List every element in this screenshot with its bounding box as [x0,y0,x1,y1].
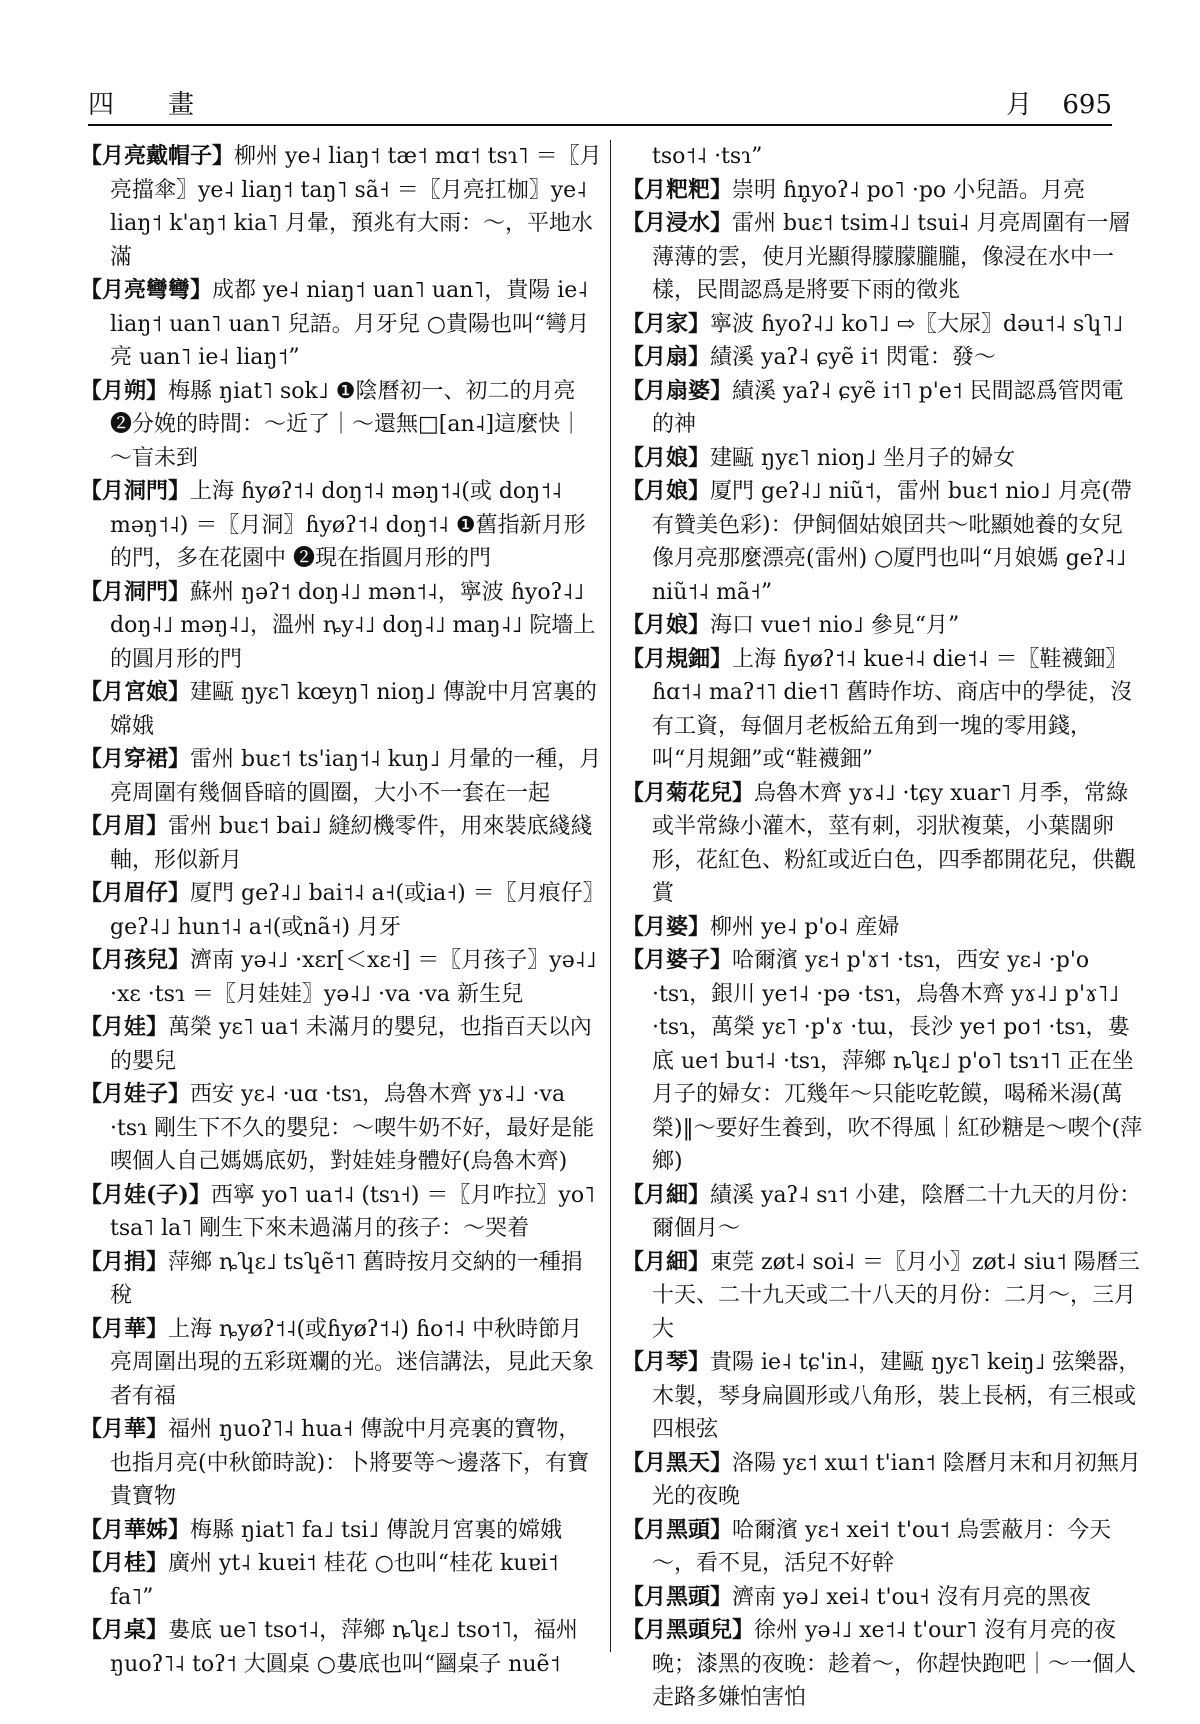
entry-definition: 上海 ȵyøʔ˦˨(或ɦyøʔ˦˨) ɦo˦˨ 中秋時節月亮周圍出現的五彩斑斕的光。迷信講法，見此天象者有福 [110,1316,595,1409]
header-character: 月 [1006,90,1033,120]
dictionary-entry [622,1447,1144,1514]
entry-definition: 厦門 geʔ˨˩ bai˦˨ a˧(或ia˧) ＝〖月痕仔〗geʔ˨˩ hun˦˨ a˧(或nã˧) 月牙 [110,881,594,940]
entry-definition: 徐州 yə˨˩ xe˦˨ t'our˥ 沒有月亮的夜晚；漆黑的夜晚：趁着～，你趕快跑吧｜～一個人走路多嫌怕害怕 [652,1618,1137,1710]
entry-definition: 萍鄉 ȵʮɛ˩ tsʮẽ˦˥ 舊時按月交納的一種捐稅 [110,1249,583,1308]
entry-definition: 濟南 yə˨˩ ·xɛr[＜xɛ˧] ＝〖月孩子〗yə˨˩ ·xɛ ·tsɿ ＝〖月娃娃〗yə˨˩ ·va ·va 新生兒 [110,948,597,1007]
entry-definition: 福州 ŋuoʔ˥˨ hua˧ 傳說中月亮裏的寶物，也指月亮(中秋節時說)：卜將要等～邊落下，有寶貴寶物 [110,1417,590,1509]
page-number: 695 [1062,90,1112,120]
entry-definition: 廣州 yt˨ kuɐi˦ 桂花 ○也叫“桂花 kuɐi˦ fa˥” [110,1551,559,1610]
page-info [984,84,1112,121]
entry-headword: 【月娘】 [622,612,711,638]
dictionary-entry [80,375,602,476]
entry-headword: 【月琴】 [622,1349,711,1375]
entry-headword: 【月穿裙】 [80,746,191,772]
dictionary-entry [80,140,602,274]
dictionary-entry [80,1547,602,1614]
entry-definition: 上海 ɦyøʔ˦˨ doŋ˦˨ məŋ˦˨(或 doŋ˦˨ məŋ˦˨) ＝〖月洞〗ɦyøʔ˦˨ doŋ˦˨ ❶舊指新月形的門，多在花園中 ❷現在指圓月形的門 [110,479,586,571]
dictionary-entry [80,1614,602,1681]
entry-headword: 【月華】 [80,1416,169,1442]
dictionary-entry [80,274,602,375]
entry-definition: 東莞 zøt˨ soi˨ ＝〖月小〗zøt˨ siu˦ 陽曆三十天、二十九天或二十八天的月份：二月～，三月大 [652,1249,1140,1342]
entry-definition: 烏魯木齊 yɤ˨˩ ·tɕy xuar˥ 月季，常綠或半常綠小灌木，莖有刺，羽狀複葉，小葉闊卵形，花紅色、粉紅或近白色，四季都開花兒，供觀賞 [652,780,1137,906]
entry-headword: 【月娃子】 [80,1081,191,1107]
entry-definition: 雷州 buɛ˦ tsim˨˩ tsui˨ 月亮周圍有一層薄薄的雲，使月光顯得朦朦朧朧，像浸在水中一樣，民間認爲是將要下雨的徵兆 [652,211,1131,303]
column-divider [610,140,611,1652]
header-rule [88,124,1112,126]
entry-headword: 【月洞門】 [80,478,191,504]
dictionary-entry [622,475,1144,609]
entry-definition: 績溪 yaʔ˨ ɕyẽ i˦˥ p'e˦ 民間認爲管閃電的神 [652,378,1124,437]
right-column [622,140,1144,1715]
dictionary-entry [80,1011,602,1078]
entry-headword: 【月浸水】 [622,210,733,236]
entry-headword: 【月婆子】 [622,947,733,973]
entry-definition: 西寧 yo˥ ua˦˨ (tsɿ˧) ＝〖月咋拉〗yo˥ tsa˥ la˥ 剛生下來未過滿月的孩子：～哭着 [110,1182,595,1241]
entry-headword: 【月娃(子)】 [80,1181,211,1208]
dictionary-entry [622,777,1144,911]
entry-headword: 【月眉】 [80,813,169,839]
dictionary-entry [80,743,602,810]
dictionary-entry [80,1246,602,1313]
entry-definition: 柳州 ye˨ liaŋ˦ tæ˦ mɑ˦ tsɿ˥ ＝〖月亮擋傘〗ye˨ liaŋ˦ taŋ˥ sã˧ ＝〖月亮扛枷〗ye˨ liaŋ˦ k'aŋ˦ kia˥ 月暈，預兆有大雨：～，平地水滿 [110,144,602,270]
dictionary-entry [80,1514,602,1548]
entry-headword: 【月家】 [622,310,711,337]
entry-headword: 【月黑頭兒】 [622,1617,755,1643]
dictionary-entry [80,576,602,677]
dictionary-entry [622,1581,1144,1615]
entry-definition: 萬榮 yɛ˥ ua˦ 未滿月的嬰兒，也指百天以內的嬰兒 [110,1015,592,1074]
page-header [88,84,1112,118]
entry-headword: 【月桌】 [80,1617,169,1643]
dictionary-entry [622,609,1144,643]
dictionary-entry [622,140,1144,174]
entry-headword: 【月扇】 [622,344,711,370]
entry-headword: 【月娘】 [622,444,711,471]
entry-headword: 【月洞門】 [80,578,191,605]
dictionary-entry [80,1313,602,1414]
entry-definition: 上海 ɦyøʔ˦˨ kue˧˨ die˦˨ ＝〖鞋襪鈿〗ɦɑ˦˨ maʔ˦˥ die˦˥ 舊時作坊、商店中的學徒，沒有工資，每個月老板給五角到一塊的零用錢，叫“月規鈿”或“鞋襪鈿” [652,646,1133,772]
dictionary-entry [80,810,602,877]
entry-headword: 【月粑粑】 [622,176,733,203]
dictionary-entry [622,1246,1144,1347]
dictionary-entry [622,944,1144,1179]
entry-headword: 【月娃】 [80,1014,169,1040]
entry-headword: 【月朔】 [80,377,169,404]
dictionary-entry [80,944,602,1011]
dictionary-entry [622,1346,1144,1447]
dictionary-entry [622,911,1144,945]
entry-headword: 【月細】 [622,1181,711,1208]
entry-definition: 西安 yɛ˨ ·uɑ ·tsɿ，烏魯木齊 yɤ˨˩ ·va ·tsɿ 剛生下不久的嬰兒：～喫牛奶不好，最好是能喫個人自己媽媽底奶，對娃娃身體好(烏魯木齊) [110,1082,595,1174]
entry-headword: 【月孩兒】 [80,947,191,973]
entry-definition: 洛陽 yɛ˦ xɯ˦ t'ian˦ 陰曆月末和月初無月光的夜晚 [652,1450,1141,1509]
dictionary-entry [622,375,1144,442]
entry-headword: 【月娘】 [622,478,711,504]
entry-headword: 【月扇婆】 [622,377,733,404]
entry-definition: 海口 vue˦ nio˩ 參見“月” [710,613,960,638]
entry-definition: tso˦˨ ·tsɿ” [652,144,763,169]
entry-headword: 【月黑頭】 [622,1516,733,1543]
dictionary-entry [622,1614,1144,1715]
left-column [80,140,602,1681]
section-title: 四 畫 [88,90,209,120]
dictionary-entry [80,676,602,743]
entry-headword: 【月桂】 [80,1550,169,1576]
dictionary-entry [622,1514,1144,1581]
dictionary-entry [80,1078,602,1179]
entry-definition: 建甌 ŋyɛ˥ nioŋ˩ 坐月子的婦女 [710,445,1016,471]
dictionary-entry [80,1413,602,1514]
entry-headword: 【月亮戴帽子】 [80,143,235,169]
entry-headword: 【月婆】 [622,913,711,940]
dictionary-entry [80,877,602,944]
entry-headword: 【月捐】 [80,1248,169,1275]
dictionary-entry [622,207,1144,308]
entry-definition: 崇明 ɦn̥yoʔ˨ po˥ ·po 小兒語。月亮 [732,177,1086,203]
entry-definition: 婁底 ue˥ tso˦˨，萍鄉 ȵʮɛ˩ tso˦˥，福州 ŋuoʔ˥˨ toʔ˦ 大圓桌 ○婁底也叫“圝桌子 nuẽ˦ [110,1618,578,1677]
entry-definition: 哈爾濱 yɛ˧ xei˦ t'ou˦ 烏雲蔽月：今天～，看不見，活兒不好幹 [652,1517,1112,1576]
entry-definition: 濟南 yə˩ xei˨ t'ou˧ 沒有月亮的黑夜 [732,1584,1091,1610]
entry-definition: 績溪 yaʔ˨ sɿ˦ 小建，陰曆二十九天的月份：爾個月～ [652,1182,1142,1241]
entry-headword: 【月黑天】 [622,1449,733,1476]
entry-headword: 【月華姊】 [80,1516,191,1543]
entry-definition: 梅縣 ŋiat˥ fa˩ tsi˩ 傳說月宮裏的嫦娥 [190,1517,563,1543]
entry-headword: 【月黑頭】 [622,1583,733,1610]
entry-definition: 成都 ye˨ niaŋ˦ uan˥ uan˥，貴陽 ie˨ liaŋ˦ uan˥ uan˥ 兒語。月牙兒 ○貴陽也叫“彎月亮 uan˥ ie˨ liaŋ˦” [110,278,590,370]
entry-definition: 柳州 ye˨ p'o˨ 産婦 [710,914,900,940]
entry-definition: 寧波 ɦyoʔ˨˩ ko˥˩ ⇨〖大尿〗dəu˦˨ sʮ˥˩ [710,311,1124,337]
entry-headword: 【月眉仔】 [80,880,191,906]
dictionary-entry [622,643,1144,777]
entry-definition: 厦門 geʔ˨˩ niũ˦，雷州 buɛ˦ nio˩ 月亮(帶有贊美色彩)：伊飼個姑娘囝共～吡顯她養的女兒像月亮那麼漂亮(雷州) ○厦門也叫“月娘媽 geʔ˨˩ niũ˦˨ mã˧” [652,479,1133,605]
dictionary-entry [80,475,602,576]
entry-definition: 貴陽 ie˨ tɕ'in˨，建甌 ŋyɛ˥ keiŋ˩ 弦樂器，木製，琴身扁圓形或八角形，裝上長柄，有三根或四根弦 [652,1350,1141,1442]
entry-headword: 【月華】 [80,1315,169,1342]
dictionary-entry [80,1179,602,1246]
dictionary-entry [622,341,1144,375]
entry-definition: 蘇州 ŋəʔ˦ doŋ˨˩ mən˦˨，寧波 ɦyoʔ˨˩ doŋ˨˩ məŋ˨˩，溫州 ȵy˨˩ doŋ˨˩ maŋ˨˩ 院墻上的圓月形的門 [110,579,596,672]
entry-headword: 【月菊花兒】 [622,779,755,806]
entry-definition: 梅縣 ŋiat˥ sok˩ ❶陰曆初一、初二的月亮 ❷分娩的時間：～近了｜～還無□[an˨]這麼快｜～盲未到 [110,378,583,471]
dictionary-entry [622,442,1144,476]
entry-definition: 建甌 ŋyɛ˥ kœyŋ˥ nioŋ˩ 傳說中月宮裏的嫦娥 [110,680,597,739]
entry-headword: 【月細】 [622,1248,711,1275]
entry-definition: 雷州 buɛ˦ bai˩ 縫紉機零件，用來裝底綫綫軸，形似新月 [110,814,593,873]
dictionary-entry [622,174,1144,208]
entry-definition: 雷州 buɛ˦ ts'iaŋ˦˨ kuŋ˩ 月暈的一種，月亮周圍有幾個昏暗的圓圈，大小不一套在一起 [110,747,602,806]
dictionary-entry [622,1179,1144,1246]
entry-headword: 【月亮彎彎】 [80,277,213,303]
entry-headword: 【月宮娘】 [80,679,191,705]
dictionary-entry [622,308,1144,342]
entry-definition: 績溪 yaʔ˨ ɕyẽ i˦ 閃電：發～ [710,345,996,370]
entry-definition: 哈爾濱 yɛ˧ p'ɤ˦ ·tsɿ，西安 yɛ˨ ·p'o ·tsɿ，銀川 ye˦˨ ·pə ·tsɿ，烏魯木齊 yɤ˨˩ p'ɤ˥˩ ·tsɿ，萬榮 yɛ˥ ·p'ɤ ·tɯ，長沙 ye˦ po˦ ·tsɿ，婁底 ue˦ bu˦˨ ·tsɿ，萍鄉 ȵʮɛ˩ p'o˥ tsɿ˦˥ 正在坐月子的婦女：兀幾年～只能吃乾饃，喝稀米湯(萬榮)‖～要好生養到，吹不得風｜紅砂糖是～喫个(萍鄉) [652,948,1143,1174]
entry-headword: 【月規鈿】 [622,645,733,672]
